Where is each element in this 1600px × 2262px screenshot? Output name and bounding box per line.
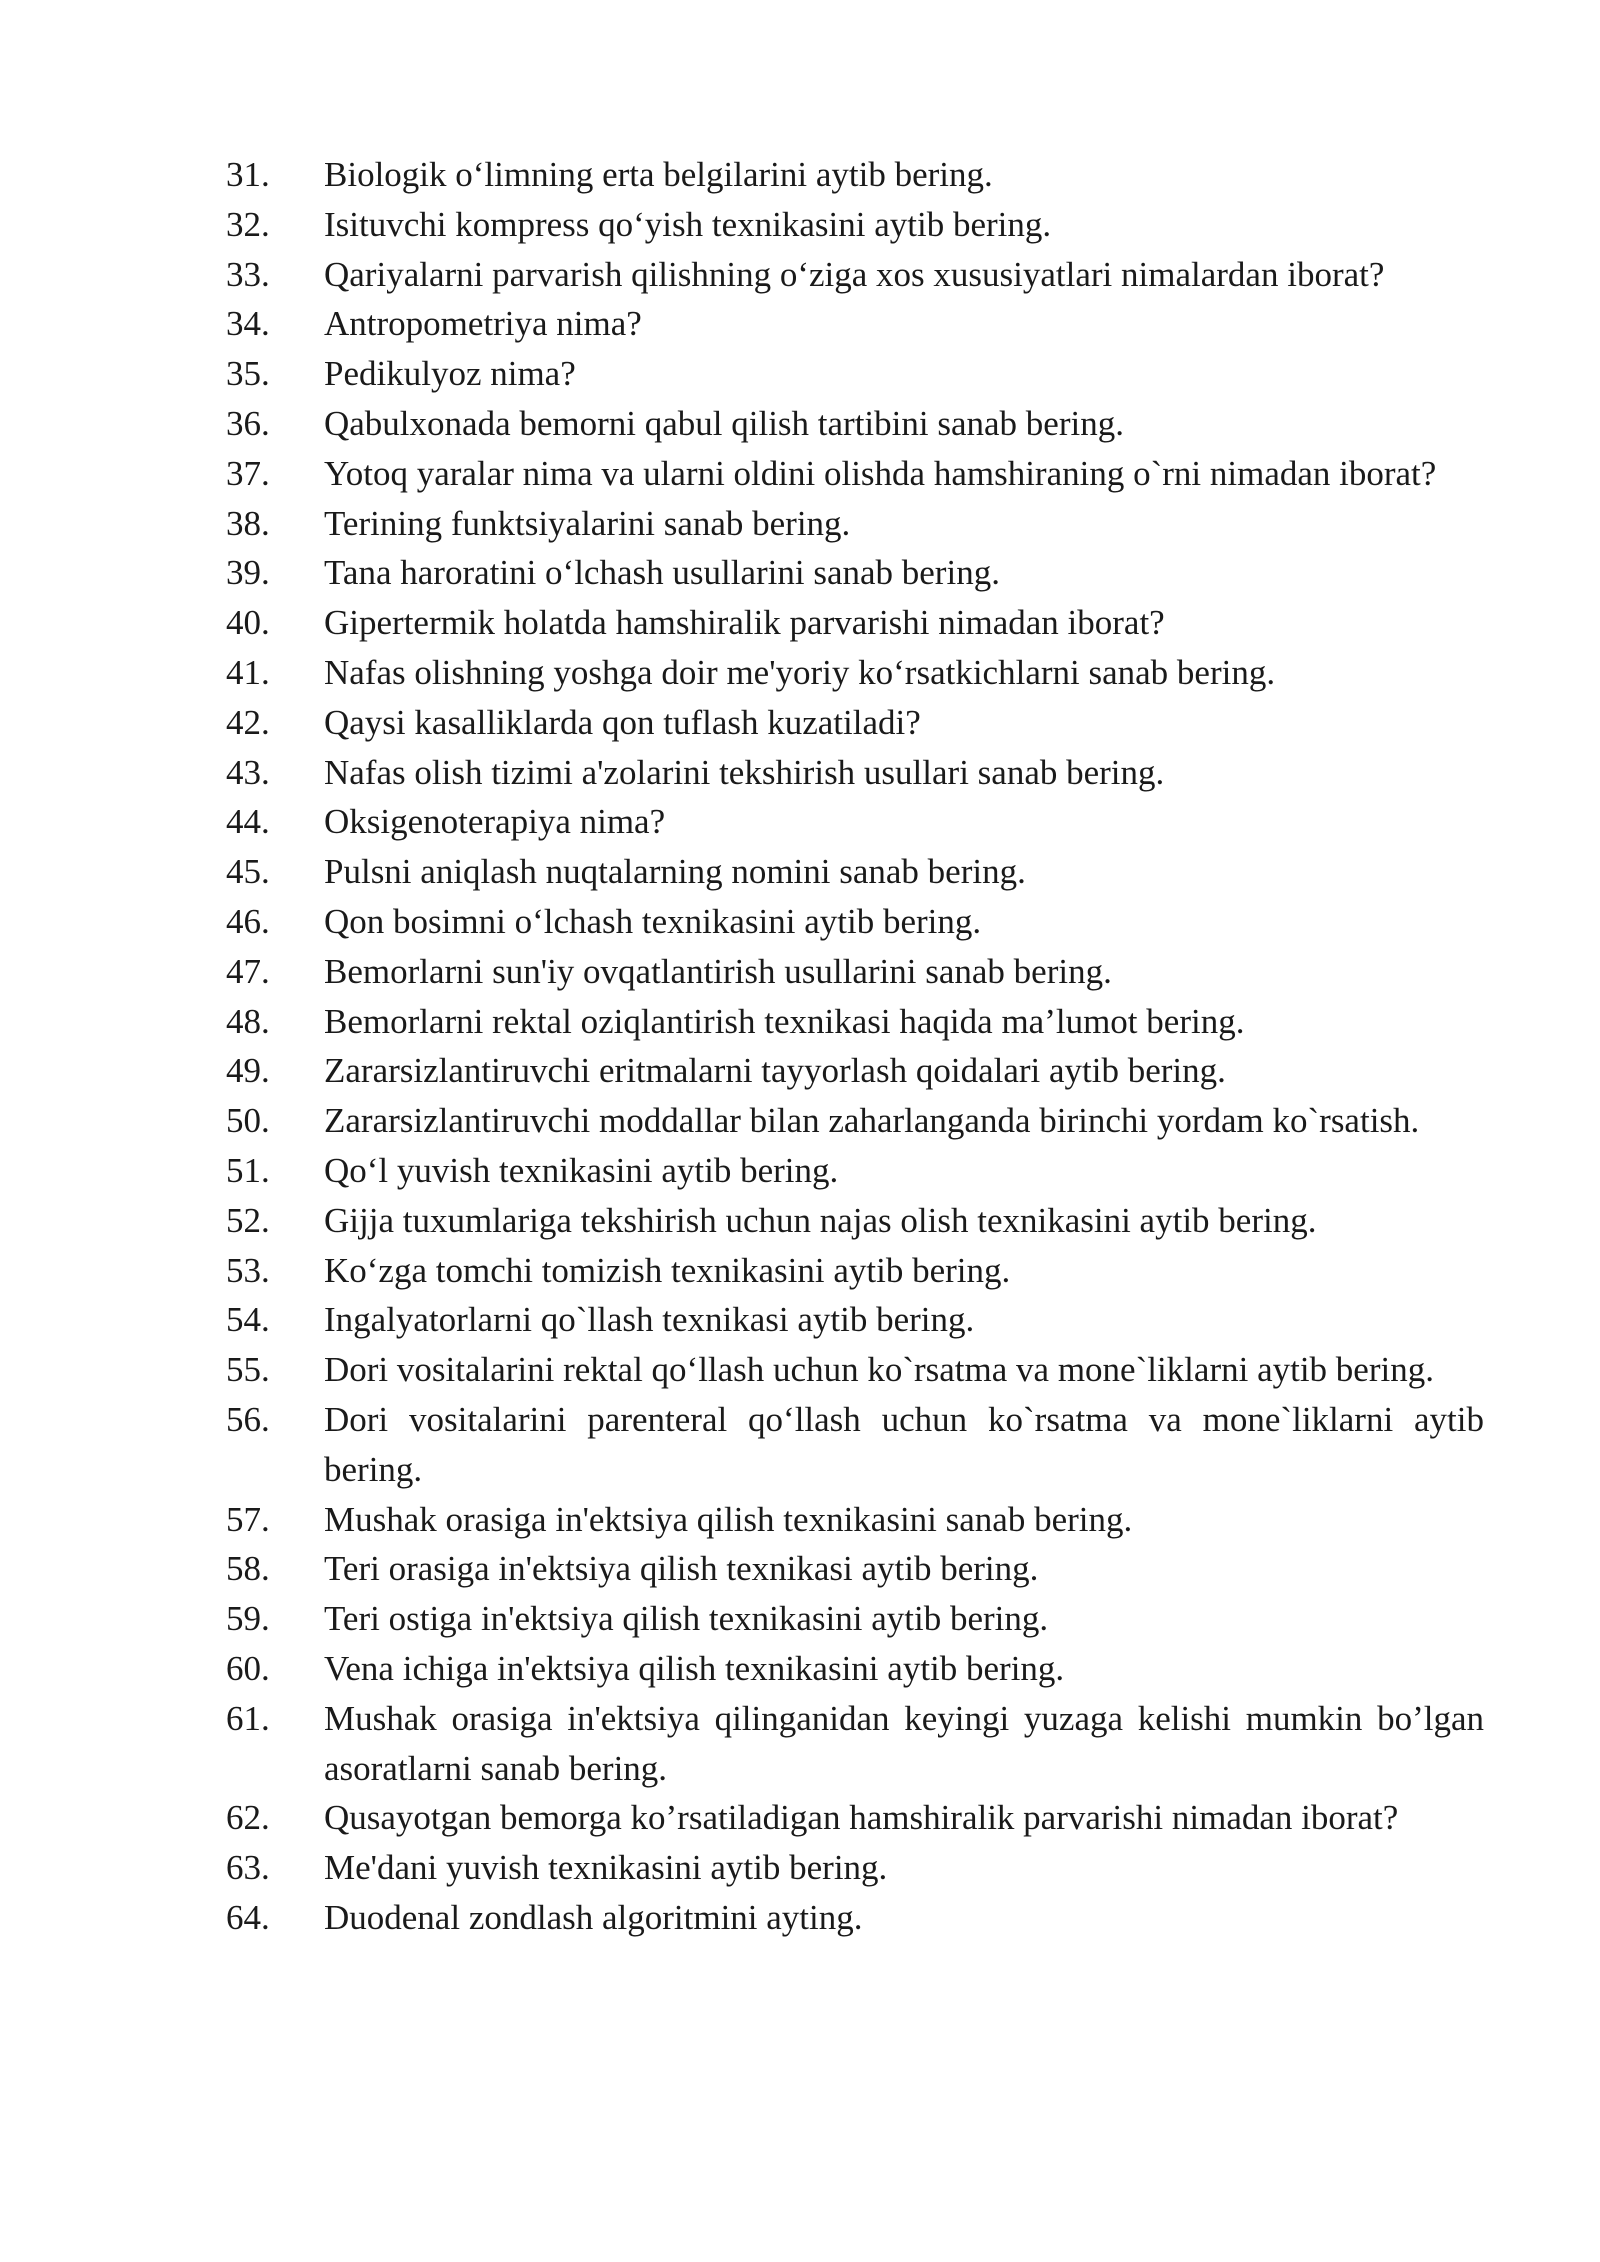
question-text: Antropometriya nima? [324, 304, 642, 344]
question-text: Oksigenoterapiya nima? [324, 802, 666, 842]
list-item [226, 1345, 1484, 1395]
question-text: Pulsni aniqlash nuqtalarning nomini sanab bering. [324, 852, 1026, 892]
question-number: 40. [226, 603, 270, 643]
list-item [226, 1146, 1484, 1196]
question-text: Isituvchi kompress qo‘yish texnikasini aytib bering. [324, 204, 1052, 244]
question-list [226, 150, 1484, 1943]
question-text: Bemorlarni rektal oziqlantirish texnikasi haqida ma’lumot bering. [324, 1001, 1245, 1041]
list-item [226, 349, 1484, 399]
question-number: 31. [226, 155, 270, 194]
list-item [226, 1395, 1484, 1495]
question-text: Gijja tuxumlariga tekshirish uchun najas olish texnikasini aytib bering. [324, 1200, 1317, 1240]
list-item [226, 150, 1484, 200]
question-text: Mushak orasiga in'ektsiya qilinganidan keyingi yuzaga kelishi mumkin bo’lgan asoratlarni sanab bering. [324, 1698, 1484, 1788]
list-item [226, 299, 1484, 349]
list-item [226, 847, 1484, 897]
list-item [226, 698, 1484, 748]
question-number: 64. [226, 1897, 270, 1937]
list-item [226, 1096, 1484, 1146]
question-text: Qaysi kasalliklarda qon tuflash kuzatiladi? [324, 702, 921, 742]
question-text: Mushak orasiga in'ektsiya qilish texnikasini sanab bering. [324, 1499, 1133, 1539]
list-item [226, 997, 1484, 1047]
list-item [226, 1893, 1484, 1943]
question-number: 39. [226, 553, 270, 593]
question-number: 41. [226, 652, 270, 692]
question-text: Zararsizlantiruvchi moddallar bilan zaharlanganda birinchi yordam ko`rsatish. [324, 1101, 1420, 1141]
question-number: 33. [226, 254, 270, 294]
question-number: 62. [226, 1798, 270, 1838]
list-item [226, 1495, 1484, 1545]
question-text: Tana haroratini o‘lchash usullarini sanab bering. [324, 553, 1000, 593]
question-text: Qon bosimni o‘lchash texnikasini aytib bering. [324, 901, 982, 941]
list-item [226, 748, 1484, 798]
question-text: Biologik o‘limning erta belgilarini aytib bering. [324, 155, 993, 194]
question-text: Qariyalarni parvarish qilishning o‘ziga xos xususiyatlari nimalardan iborat? [324, 254, 1385, 294]
list-item [226, 1196, 1484, 1246]
question-text: Zararsizlantiruvchi eritmalarni tayyorlash qoidalari aytib bering. [324, 1051, 1226, 1091]
question-text: Gipertermik holatda hamshiralik parvarishi nimadan iborat? [324, 603, 1165, 643]
list-item [226, 797, 1484, 847]
question-text: Me'dani yuvish texnikasini aytib bering. [324, 1848, 888, 1888]
question-number: 32. [226, 204, 270, 244]
question-number: 50. [226, 1101, 270, 1141]
question-text: Bemorlarni sun'iy ovqatlantirish usullarini sanab bering. [324, 951, 1112, 991]
question-text: Qabulxonada bemorni qabul qilish tartibini sanab bering. [324, 403, 1124, 443]
list-item [226, 200, 1484, 250]
question-text: Yotoq yaralar nima va ularni oldini olishda hamshiraning o`rni nimadan iborat? [324, 453, 1437, 493]
question-number: 54. [226, 1300, 270, 1340]
question-text: Dori vositalarini rektal qo‘llash uchun ko`rsatma va mone`liklarni aytib bering. [324, 1350, 1434, 1390]
question-text: Vena ichiga in'ektsiya qilish texnikasini aytib bering. [324, 1648, 1065, 1688]
question-text: Nafas olishning yoshga doir me'yoriy ko‘rsatkichlarni sanab bering. [324, 652, 1276, 692]
question-text: Teri ostiga in'ektsiya qilish texnikasini aytib bering. [324, 1599, 1049, 1639]
question-number: 48. [226, 1001, 270, 1041]
list-item [226, 1246, 1484, 1296]
question-number: 57. [226, 1499, 270, 1539]
list-item [226, 897, 1484, 947]
question-number: 49. [226, 1051, 270, 1091]
question-number: 55. [226, 1350, 270, 1390]
question-number: 44. [226, 802, 270, 842]
question-number: 43. [226, 752, 270, 792]
question-number: 35. [226, 354, 270, 394]
question-number: 52. [226, 1200, 270, 1240]
question-text: Dori vositalarini parenteral qo‘llash uchun ko`rsatma va mone`liklarni aytib bering. [324, 1399, 1484, 1489]
question-text: Ingalyatorlarni qo`llash texnikasi aytib bering. [324, 1300, 975, 1340]
question-text: Teri orasiga in'ektsiya qilish texnikasi aytib bering. [324, 1549, 1039, 1589]
list-item [226, 648, 1484, 698]
question-number: 63. [226, 1848, 270, 1888]
list-item [226, 449, 1484, 499]
question-text: Duodenal zondlash algoritmini ayting. [324, 1897, 863, 1937]
list-item [226, 1046, 1484, 1096]
list-item [226, 1644, 1484, 1694]
question-number: 51. [226, 1150, 270, 1190]
list-item [226, 1544, 1484, 1594]
question-number: 53. [226, 1250, 270, 1290]
list-item [226, 548, 1484, 598]
list-item [226, 1843, 1484, 1893]
list-item [226, 499, 1484, 549]
question-number: 37. [226, 453, 270, 493]
list-item [226, 1594, 1484, 1644]
question-number: 36. [226, 403, 270, 443]
question-number: 61. [226, 1698, 270, 1738]
question-number: 38. [226, 503, 270, 543]
question-text: Qo‘l yuvish texnikasini aytib bering. [324, 1150, 839, 1190]
question-number: 42. [226, 702, 270, 742]
question-text: Ko‘zga tomchi tomizish texnikasini aytib bering. [324, 1250, 1011, 1290]
question-text: Nafas olish tizimi a'zolarini tekshirish usullari sanab bering. [324, 752, 1165, 792]
list-item [226, 250, 1484, 300]
question-text: Terining funktsiyalarini sanab bering. [324, 503, 851, 543]
list-item [226, 399, 1484, 449]
list-item [226, 1793, 1484, 1843]
question-number: 46. [226, 901, 270, 941]
list-item [226, 947, 1484, 997]
question-number: 47. [226, 951, 270, 991]
question-number: 34. [226, 304, 270, 344]
question-number: 58. [226, 1549, 270, 1589]
question-number: 56. [226, 1399, 270, 1439]
question-text: Pedikulyoz nima? [324, 354, 576, 394]
question-number: 45. [226, 852, 270, 892]
question-text: Qusayotgan bemorga ko’rsatiladigan hamshiralik parvarishi nimadan iborat? [324, 1798, 1399, 1838]
question-number: 60. [226, 1648, 270, 1688]
list-item [226, 598, 1484, 648]
list-item [226, 1694, 1484, 1794]
list-item [226, 1295, 1484, 1345]
question-number: 59. [226, 1599, 270, 1639]
